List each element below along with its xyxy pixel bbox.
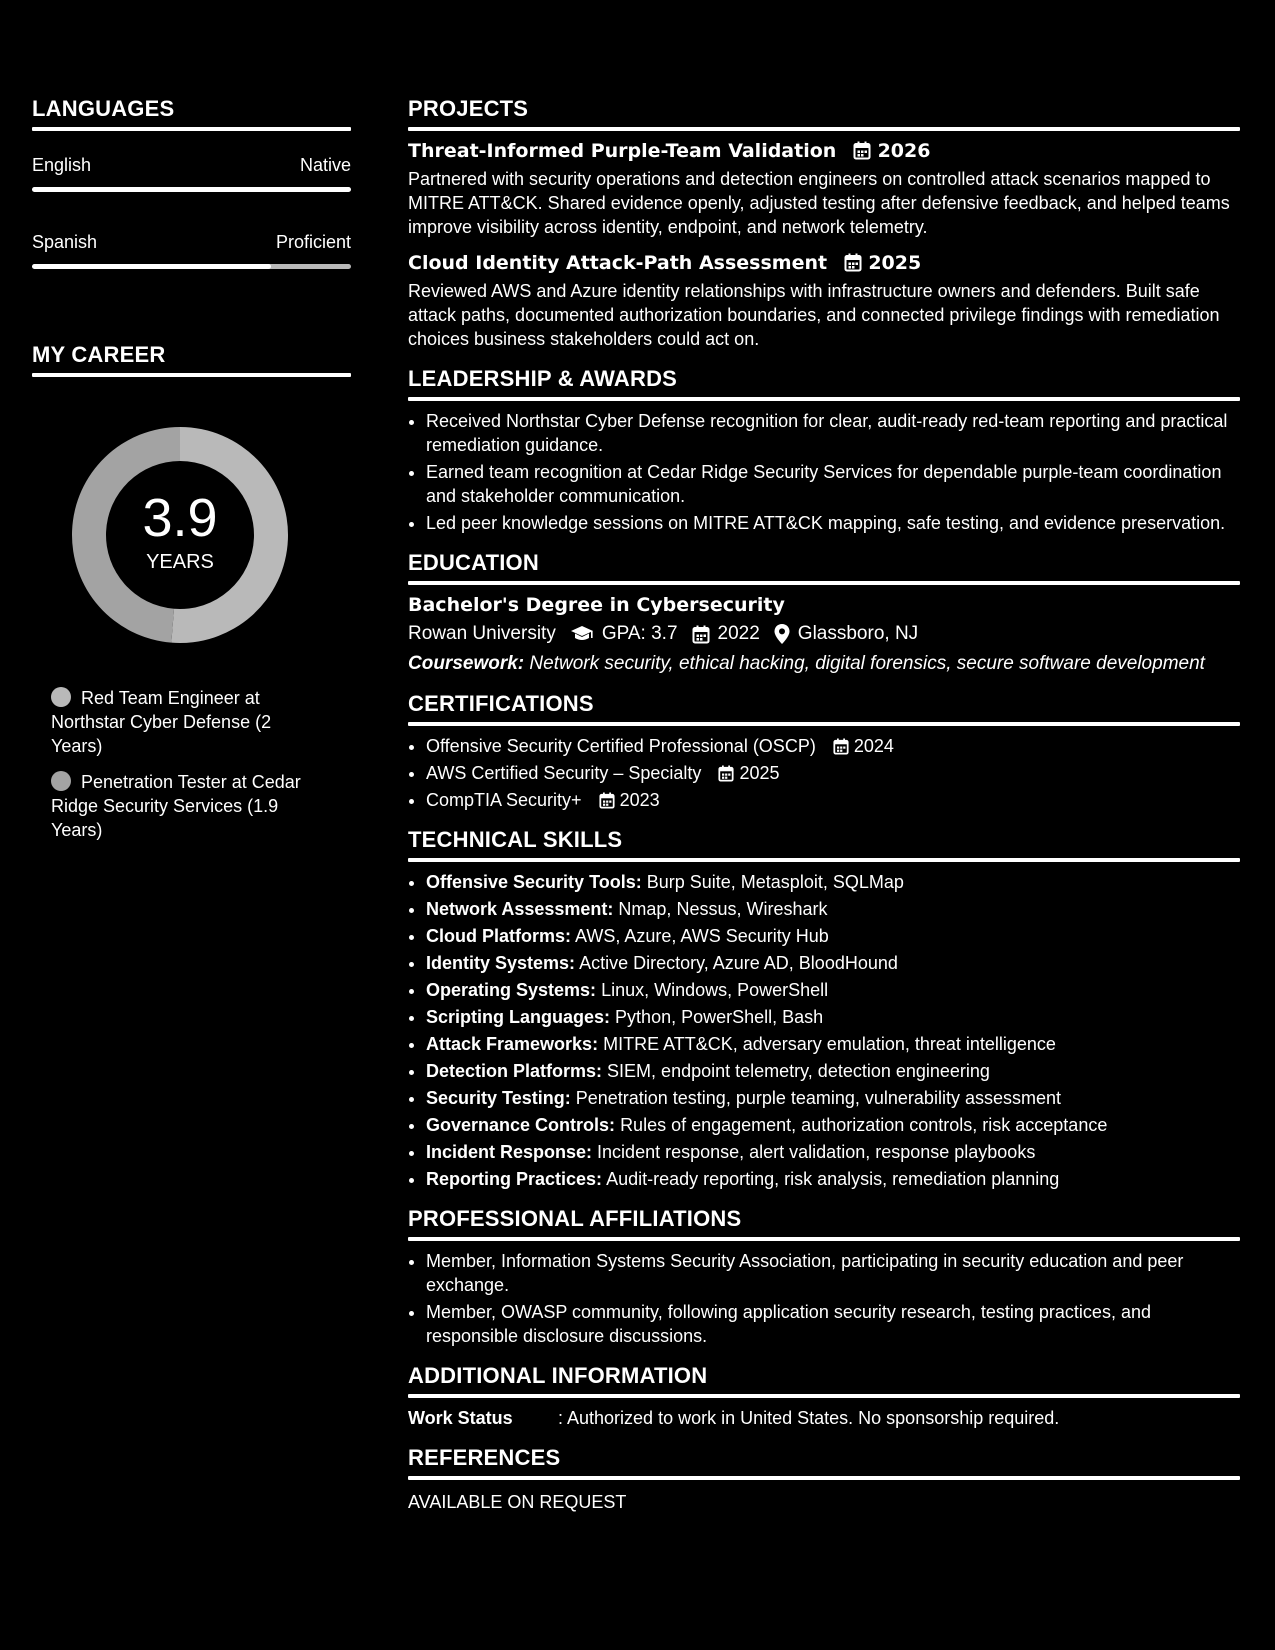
calendar-icon — [844, 253, 862, 272]
list-item — [426, 1140, 1240, 1164]
language-bar-fill — [32, 187, 351, 192]
list-item — [426, 1059, 1240, 1083]
list-item — [426, 924, 1240, 948]
skill-value: Nmap, Nessus, Wireshark — [618, 899, 828, 919]
language-bar — [32, 187, 351, 192]
calendar-icon — [718, 765, 734, 782]
list-item: • Member, Information Systems Security Association, participating in security education and peer exchange. — [426, 1249, 1240, 1297]
section-rule — [408, 1476, 1240, 1480]
list-item — [426, 870, 1240, 894]
additional-section — [408, 1362, 1240, 1430]
section-rule — [32, 373, 351, 377]
list-item: • Earned team recognition at Cedar Ridge Security Services for dependable purple-team coordination and stakeholder communication. — [426, 460, 1240, 508]
work-status-value: : Authorized to work in United States. No sponsorship required. — [558, 1408, 1060, 1428]
leadership-title: LEADERSHIP & AWARDS — [408, 366, 678, 391]
skill-label: Attack Frameworks: — [426, 1034, 599, 1054]
references-title: REFERENCES — [408, 1445, 561, 1470]
section-rule — [408, 858, 1240, 862]
degree-title: Bachelor's Degree in Cybersecurity — [408, 594, 785, 616]
list-item — [426, 1086, 1240, 1110]
certifications-section — [408, 690, 1240, 812]
career-role-text: Penetration Tester at Cedar Ridge Security Services (1.9 Years) — [51, 772, 301, 840]
language-name: English — [32, 155, 92, 175]
calendar-icon — [853, 141, 871, 160]
affiliations-list — [408, 1249, 1240, 1348]
skill-label: Reporting Practices: — [426, 1169, 603, 1189]
skill-value: Active Directory, Azure AD, BloodHound — [579, 953, 898, 973]
affiliations-section — [408, 1205, 1240, 1348]
skill-value: SIEM, endpoint telemetry, detection engineering — [607, 1061, 990, 1081]
leadership-section — [408, 365, 1240, 535]
certifications-title: CERTIFICATIONS — [408, 691, 594, 716]
section-rule — [408, 1237, 1240, 1241]
cert-name: AWS Certified Security – Specialty — [426, 763, 702, 783]
skill-value: Python, PowerShell, Bash — [615, 1007, 824, 1027]
career-title: MY CAREER — [32, 342, 166, 367]
list-item — [426, 1032, 1240, 1056]
skill-label: Cloud Platforms: — [426, 926, 572, 946]
legend-dot-icon — [51, 687, 71, 707]
project-title: Threat-Informed Purple-Team Validation — [408, 140, 837, 162]
coursework-text: Network security, ethical hacking, digital forensics, secure software development — [529, 653, 1205, 674]
list-item: • Member, OWASP community, following application security research, testing practices, and responsible disclosure discussions. — [426, 1300, 1240, 1348]
language-name: Spanish — [32, 232, 98, 252]
cert-name: Offensive Security Certified Professional (OSCP) — [426, 736, 816, 756]
language-item — [32, 230, 351, 269]
career-legend — [32, 686, 312, 842]
affiliations-title: PROFESSIONAL AFFILIATIONS — [408, 1206, 742, 1231]
list-item — [426, 978, 1240, 1002]
skill-value: Penetration testing, purple teaming, vulnerability assessment — [575, 1088, 1061, 1108]
section-rule — [408, 581, 1240, 585]
section-rule — [408, 1394, 1240, 1398]
list-item — [426, 761, 1240, 785]
skills-list — [408, 870, 1240, 1191]
coursework-label: Coursework: — [408, 653, 525, 674]
work-status-label: Work Status — [408, 1408, 513, 1428]
skill-label: Offensive Security Tools: — [426, 872, 642, 892]
calendar-icon — [692, 625, 710, 644]
skill-label: Detection Platforms: — [426, 1061, 603, 1081]
list-item — [426, 788, 1240, 812]
project-item — [408, 249, 1240, 351]
additional-title: ADDITIONAL INFORMATION — [408, 1363, 708, 1388]
calendar-icon — [599, 792, 615, 809]
cert-name: CompTIA Security+ — [426, 790, 582, 810]
skill-label: Identity Systems: — [426, 953, 576, 973]
list-item: • Received Northstar Cyber Defense recognition for clear, audit-ready red-team reporting and practical remediation guidance. — [426, 409, 1240, 457]
list-item: • Led peer knowledge sessions on MITRE ATT&CK mapping, safe testing, and evidence preservation. — [426, 511, 1240, 535]
project-item — [408, 137, 1240, 239]
project-title: Cloud Identity Attack-Path Assessment — [408, 252, 828, 274]
language-level: Native — [299, 155, 351, 175]
skill-value: Rules of engagement, authorization controls, risk acceptance — [620, 1115, 1108, 1135]
location-pin-icon — [774, 624, 790, 644]
section-rule — [32, 127, 351, 131]
skill-value: Linux, Windows, PowerShell — [601, 980, 829, 1000]
skill-value: MITRE ATT&CK, adversary emulation, threat intelligence — [603, 1034, 1056, 1054]
certifications-list — [408, 734, 1240, 812]
section-rule — [408, 127, 1240, 131]
legend-dot-icon — [51, 771, 71, 791]
project-year: 2025 — [868, 252, 922, 274]
education-section — [408, 549, 1240, 676]
projects-title: PROJECTS — [408, 96, 529, 121]
career-role-item — [51, 686, 312, 758]
project-description: Partnered with security operations and detection engineers on controlled attack scenarios mapped to MITRE ATT&CK. Shared evidence openly, adjusted testing after defensive feedback, and helped teams improve visibility across identity, endpoint, and network telemetry. — [408, 169, 1230, 237]
graduation-year: 2022 — [717, 623, 760, 644]
language-level: Proficient — [275, 232, 351, 252]
school-location: Glassboro, NJ — [797, 623, 919, 644]
education-meta — [408, 620, 1240, 648]
school-name: Rowan University — [408, 623, 556, 644]
list-item — [426, 897, 1240, 921]
cert-year: 2025 — [739, 763, 780, 783]
skills-section — [408, 826, 1240, 1191]
career-section — [32, 341, 351, 842]
list-item — [426, 734, 1240, 758]
work-status-row — [408, 1406, 1240, 1430]
languages-title: LANGUAGES — [32, 96, 175, 121]
languages-section — [32, 95, 351, 269]
career-total-label: YEARS — [146, 551, 214, 573]
list-item — [426, 1113, 1240, 1137]
project-year: 2026 — [877, 140, 931, 162]
skill-label: Governance Controls: — [426, 1115, 616, 1135]
skill-label: Incident Response: — [426, 1142, 593, 1162]
language-bar — [32, 264, 351, 269]
career-role-text: Red Team Engineer at Northstar Cyber Defense (2 Years) — [51, 688, 272, 756]
cert-year: 2023 — [619, 790, 660, 810]
career-total-value: 3.9 — [142, 488, 218, 548]
skill-label: Security Testing: — [426, 1088, 571, 1108]
cert-year: 2024 — [853, 736, 894, 756]
skills-title: TECHNICAL SKILLS — [408, 827, 623, 852]
career-donut-chart — [65, 420, 295, 650]
gpa-text: GPA: 3.7 — [601, 623, 678, 644]
skill-value: Incident response, alert validation, response playbooks — [597, 1142, 1036, 1162]
calendar-icon — [833, 738, 849, 755]
references-text: AVAILABLE ON REQUEST — [408, 1492, 627, 1512]
skill-value: AWS, Azure, AWS Security Hub — [575, 926, 829, 946]
section-rule — [408, 397, 1240, 401]
graduation-cap-icon — [570, 625, 594, 643]
project-description: Reviewed AWS and Azure identity relationships with infrastructure owners and defenders. Built safe attack paths, documented authorization boundaries, and connected privilege findings with remediation choices business stakeholders could act on. — [408, 281, 1220, 349]
list-item — [426, 951, 1240, 975]
projects-section — [408, 95, 1240, 351]
leadership-list — [408, 409, 1240, 535]
language-item — [32, 153, 351, 192]
right-column — [408, 95, 1240, 1514]
skill-value: Burp Suite, Metasploit, SQLMap — [646, 872, 904, 892]
language-bar-fill — [32, 264, 271, 269]
left-column — [32, 95, 351, 854]
coursework — [408, 652, 1240, 676]
section-rule — [408, 722, 1240, 726]
list-item — [426, 1005, 1240, 1029]
skill-label: Network Assessment: — [426, 899, 614, 919]
career-role-item — [51, 770, 312, 842]
skill-label: Scripting Languages: — [426, 1007, 611, 1027]
skill-value: Audit-ready reporting, risk analysis, remediation planning — [606, 1169, 1060, 1189]
education-title: EDUCATION — [408, 550, 539, 575]
skill-label: Operating Systems: — [426, 980, 597, 1000]
list-item — [426, 1167, 1240, 1191]
references-section — [408, 1444, 1240, 1514]
